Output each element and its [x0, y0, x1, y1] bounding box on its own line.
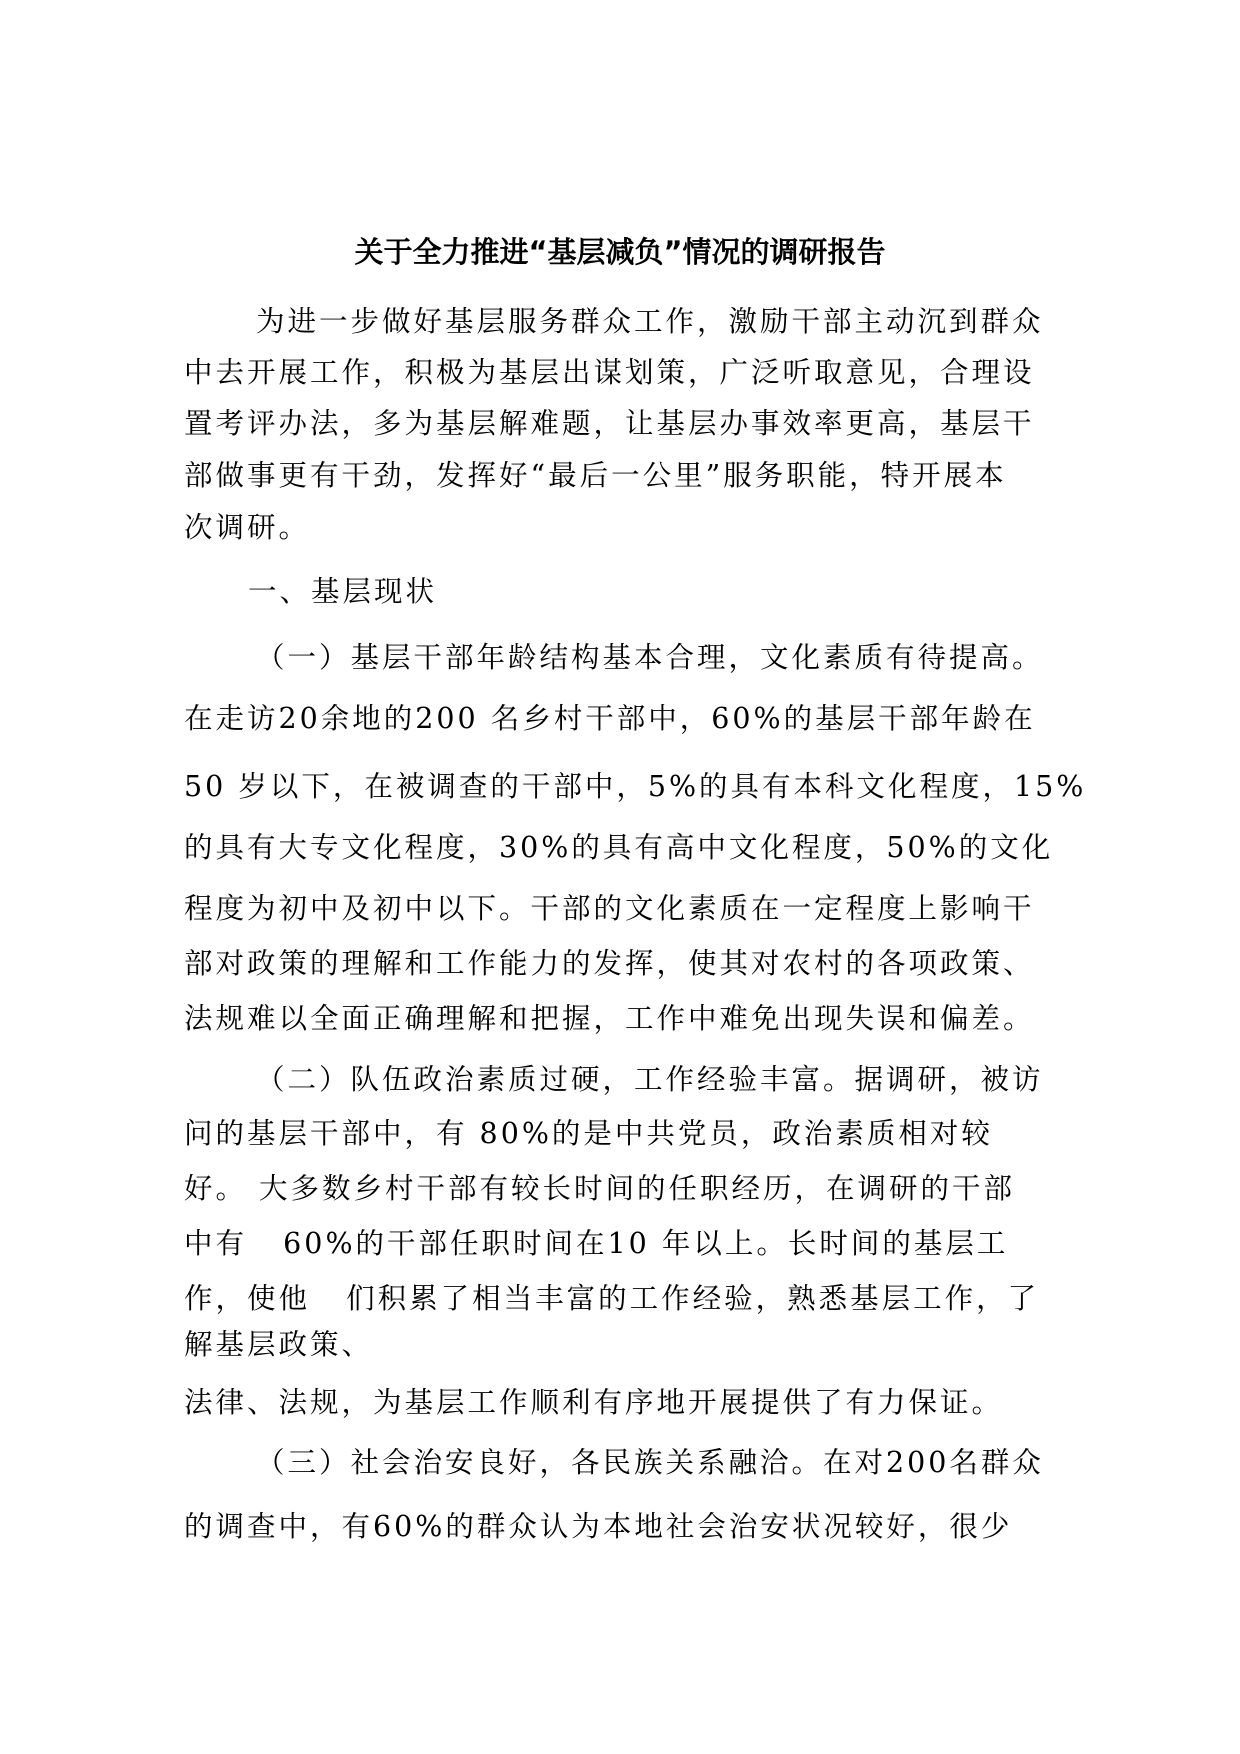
paragraph-line: 好。 大多数乡村干部有较长时间的任职经历，在调研的干部: [184, 1172, 1016, 1205]
paragraph-line: 为进一步做好基层服务群众工作，激励干部主动沉到群众: [256, 305, 1044, 338]
paragraph-line: 法律、法规，为基层工作顺利有序地开展提供了有力保证。: [184, 1386, 1004, 1419]
paragraph-line: 在走访20余地的200 名乡村干部中，60%的基层干部年龄在: [184, 702, 1036, 735]
paragraph-line: 法规难以全面正确理解和把握，工作中难免出现失误和偏差。: [184, 1002, 1035, 1035]
paragraph-line: 作，使他 们积累了相当丰富的工作经验，熟悉基层工作，了: [184, 1282, 1040, 1315]
paragraph-line: 置考评办法，多为基层解难题，让基层办事效率更高，基层干: [184, 407, 1035, 440]
paragraph-line: 中有 60%的干部任职时间在10 年以上。长时间的基层工: [184, 1227, 1009, 1260]
paragraph-line: 部做事更有干劲，发挥好“最后一公里”服务职能，特开展本: [184, 459, 1007, 492]
subsection-heading: （一）基层干部年龄结构基本合理，文化素质有待提高。: [256, 641, 1044, 674]
document-title: 关于全力推进“基层减负”情况的调研报告: [354, 235, 886, 269]
section-heading: 一、基层现状: [248, 575, 438, 608]
paragraph-line: 部对政策的理解和工作能力的发挥，使其对农村的各项政策、: [184, 947, 1035, 980]
paragraph-line: 解基层政策、: [184, 1328, 374, 1361]
paragraph-line: 50 岁以下，在被调查的干部中，5%的具有本科文化程度，15%: [184, 770, 1087, 803]
paragraph-line: 的具有大专文化程度，30%的具有高中文化程度，50%的文化: [184, 831, 1054, 864]
subsection-heading: （二）队伍政治素质过硬，工作经验丰富。据调研，被访: [256, 1063, 1044, 1096]
paragraph-line: 问的基层干部中，有 80%的是中共党员，政治素质相对较: [184, 1117, 993, 1150]
paragraph-line: 中去开展工作，积极为基层出谋划策，广泛听取意见，合理设: [184, 356, 1035, 389]
paragraph-line: 程度为初中及初中以下。干部的文化素质在一定程度上影响干: [184, 892, 1035, 925]
subsection-heading: （三）社会治安良好，各民族关系融洽。在对200名群众: [256, 1446, 1044, 1479]
paragraph-line: 的调查中，有60%的群众认为本地社会治安状况较好，很少: [184, 1510, 1013, 1543]
paragraph-line: 次调研。: [184, 511, 311, 544]
